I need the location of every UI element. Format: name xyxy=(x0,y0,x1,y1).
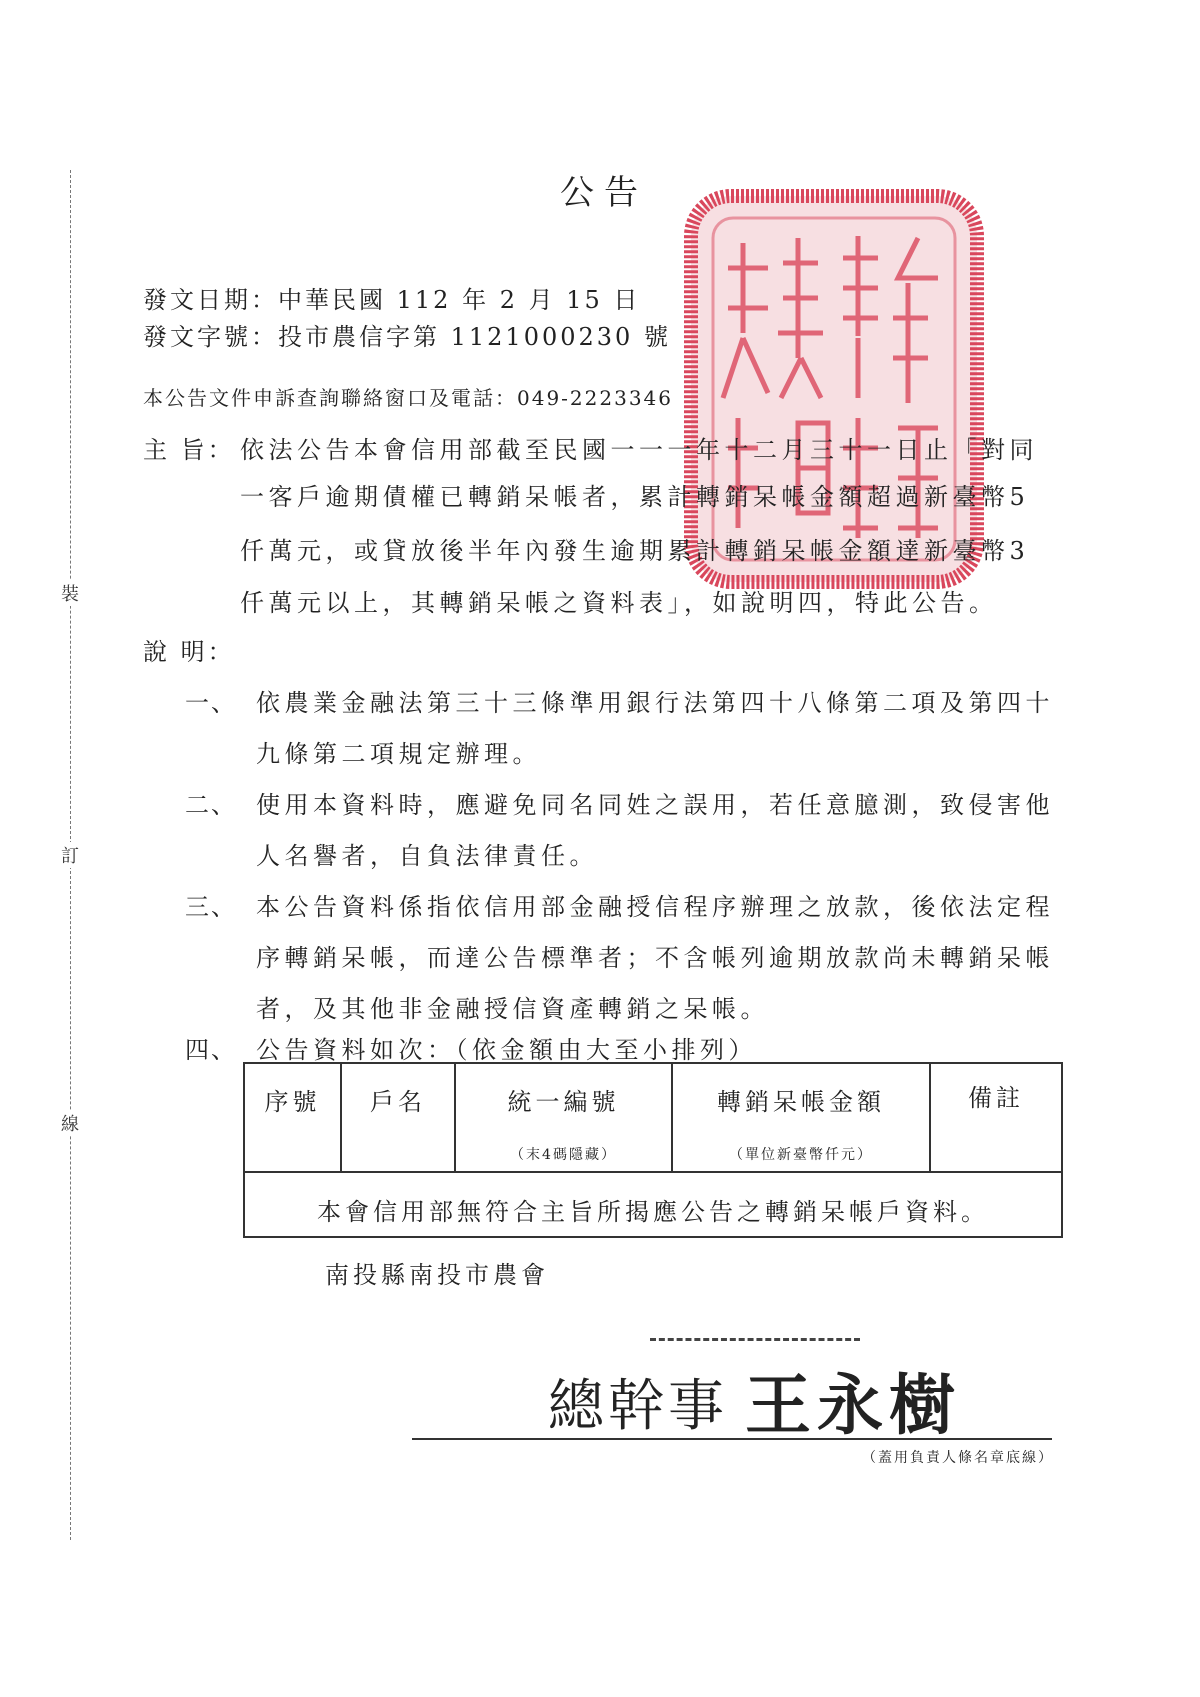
explanation-label: 說 明： xyxy=(143,638,235,666)
subject-line: 依法公告本會信用部截至民國一一一年十二月三十一日止「對同 xyxy=(240,436,1038,464)
table-header-cell xyxy=(673,1064,931,1171)
item-line: 者，及其他非金融授信資產轉銷之呆帳。 xyxy=(256,995,769,1023)
official-seal-stamp xyxy=(683,188,985,590)
table-header-cell xyxy=(245,1064,342,1171)
item-number: 三、 xyxy=(185,893,237,921)
subject-line: 仟萬元以上，其轉銷呆帳之資料表」，如說明四，特此公告。 xyxy=(240,589,998,617)
contact-info: 本公告文件申訴查詢聯絡窗口及電話：049-2223346 xyxy=(143,386,674,410)
issue-date: 發文日期：中華民國 112 年 2 月 15 日 xyxy=(143,286,641,314)
item-line: 公告資料如次：（依金額由大至小排列） xyxy=(256,1036,757,1064)
item-number: 四、 xyxy=(185,1036,237,1064)
item-line: 九條第二項規定辦理。 xyxy=(256,740,541,768)
binding-mark-ding: 訂 xyxy=(58,842,82,868)
write-off-table xyxy=(243,1062,1063,1238)
table-header xyxy=(245,1064,1061,1173)
signature-name-seal: 王永樹 xyxy=(745,1366,961,1444)
table-header-cell xyxy=(931,1064,1061,1171)
document-title: 公告 xyxy=(560,173,648,213)
header-sublabel: （末4碼隱藏） xyxy=(510,1147,617,1163)
subject-label: 主 旨： xyxy=(143,436,235,464)
header-label: 戶名 xyxy=(370,1088,426,1116)
signature-role: 總幹事 xyxy=(548,1374,728,1439)
item-line: 本公告資料係指依信用部金融授信程序辦理之放款，後依法定程 xyxy=(256,893,1054,921)
organization-name: 南投縣南投市農會 xyxy=(325,1261,549,1289)
binding-mark-xian: 線 xyxy=(58,1110,82,1136)
item-line: 依農業金融法第三十三條準用銀行法第四十八條第二項及第四十 xyxy=(256,689,1054,717)
signature-note: （蓋用負責人條名章底線） xyxy=(862,1450,1054,1466)
header-label: 統一編號 xyxy=(507,1088,620,1116)
table-header-cell xyxy=(342,1064,456,1171)
item-number: 二、 xyxy=(185,791,237,819)
header-label: 轉銷呆帳金額 xyxy=(717,1088,885,1116)
item-line: 使用本資料時，應避免同名同姓之誤用，若任意臆測，致侵害他 xyxy=(256,791,1054,819)
item-line: 人名譽者，自負法律責任。 xyxy=(256,842,598,870)
binding-mark-zhuang: 裝 xyxy=(58,580,82,606)
subject-line: 仟萬元，或貸放後半年內發生逾期累計轉銷呆帳金額達新臺幣3 xyxy=(240,537,1030,565)
item-line: 序轉銷呆帳，而達公告標準者；不含帳列逾期放款尚未轉銷呆帳 xyxy=(256,944,1054,972)
header-sublabel: （單位新臺幣仟元） xyxy=(729,1147,873,1163)
header-label: 序號 xyxy=(264,1088,321,1116)
header-label: 備註 xyxy=(968,1084,1024,1112)
table-body-row: 本會信用部無符合主旨所揭應公告之轉銷呆帳戶資料。 xyxy=(317,1198,989,1226)
signature-dash-line xyxy=(650,1338,860,1341)
item-number: 一、 xyxy=(185,689,237,717)
issue-number: 發文字號：投市農信字第 1121000230 號 xyxy=(143,323,671,351)
signature-underline xyxy=(412,1438,1052,1440)
table-header-cell xyxy=(456,1064,673,1171)
subject-line: 一客戶逾期債權已轉銷呆帳者，累計轉銷呆帳金額超過新臺幣5 xyxy=(240,483,1030,511)
